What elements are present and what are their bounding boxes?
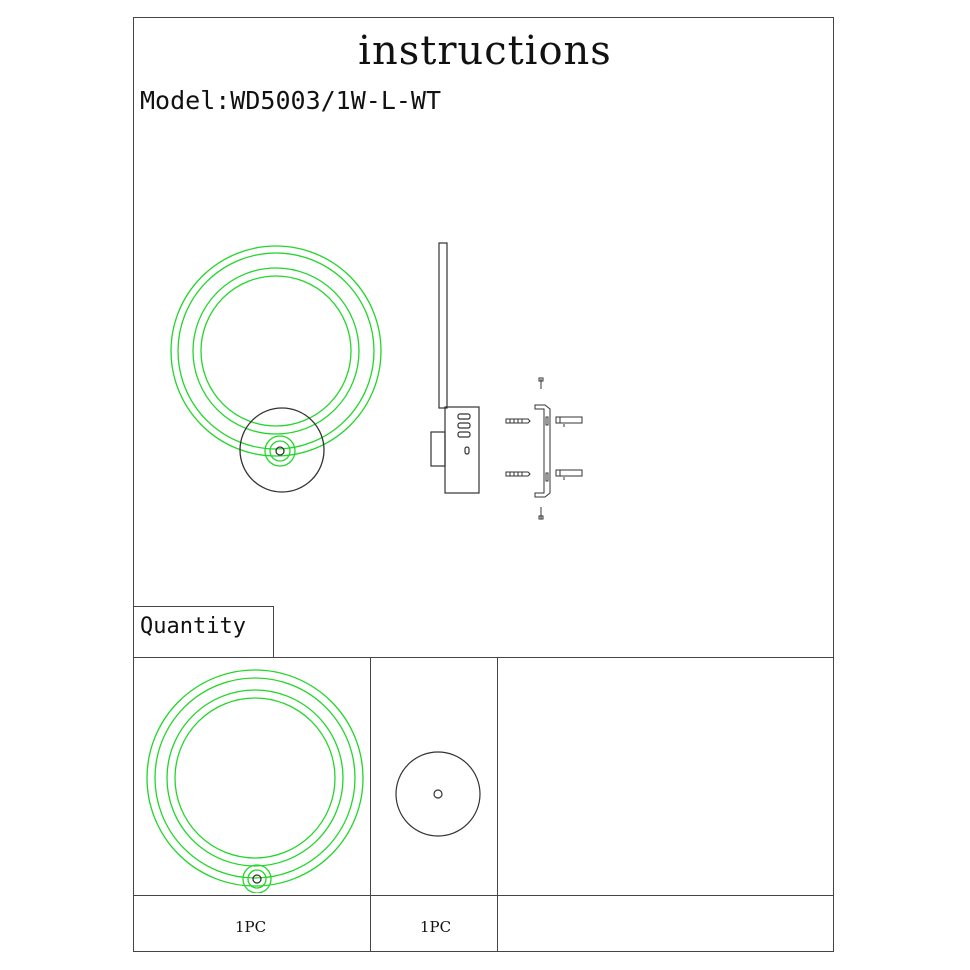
ring-lamp-icon [140, 665, 370, 893]
table-row-divider [133, 895, 834, 896]
item-count: 1PC [235, 918, 267, 936]
wall-base-plate-icon [394, 750, 484, 840]
item-count: 1PC [420, 918, 452, 936]
table-column-divider [370, 657, 371, 952]
lamp-side-view [420, 240, 490, 500]
mounting-bracket-view [500, 375, 590, 525]
table-top-border [133, 657, 834, 658]
quantity-header: Quantity [140, 614, 246, 639]
lamp-front-view [160, 230, 400, 510]
page-title: instructions [358, 28, 612, 74]
model-number: Model:WD5003/1W-L-WT [140, 86, 442, 115]
table-column-divider [497, 657, 498, 952]
